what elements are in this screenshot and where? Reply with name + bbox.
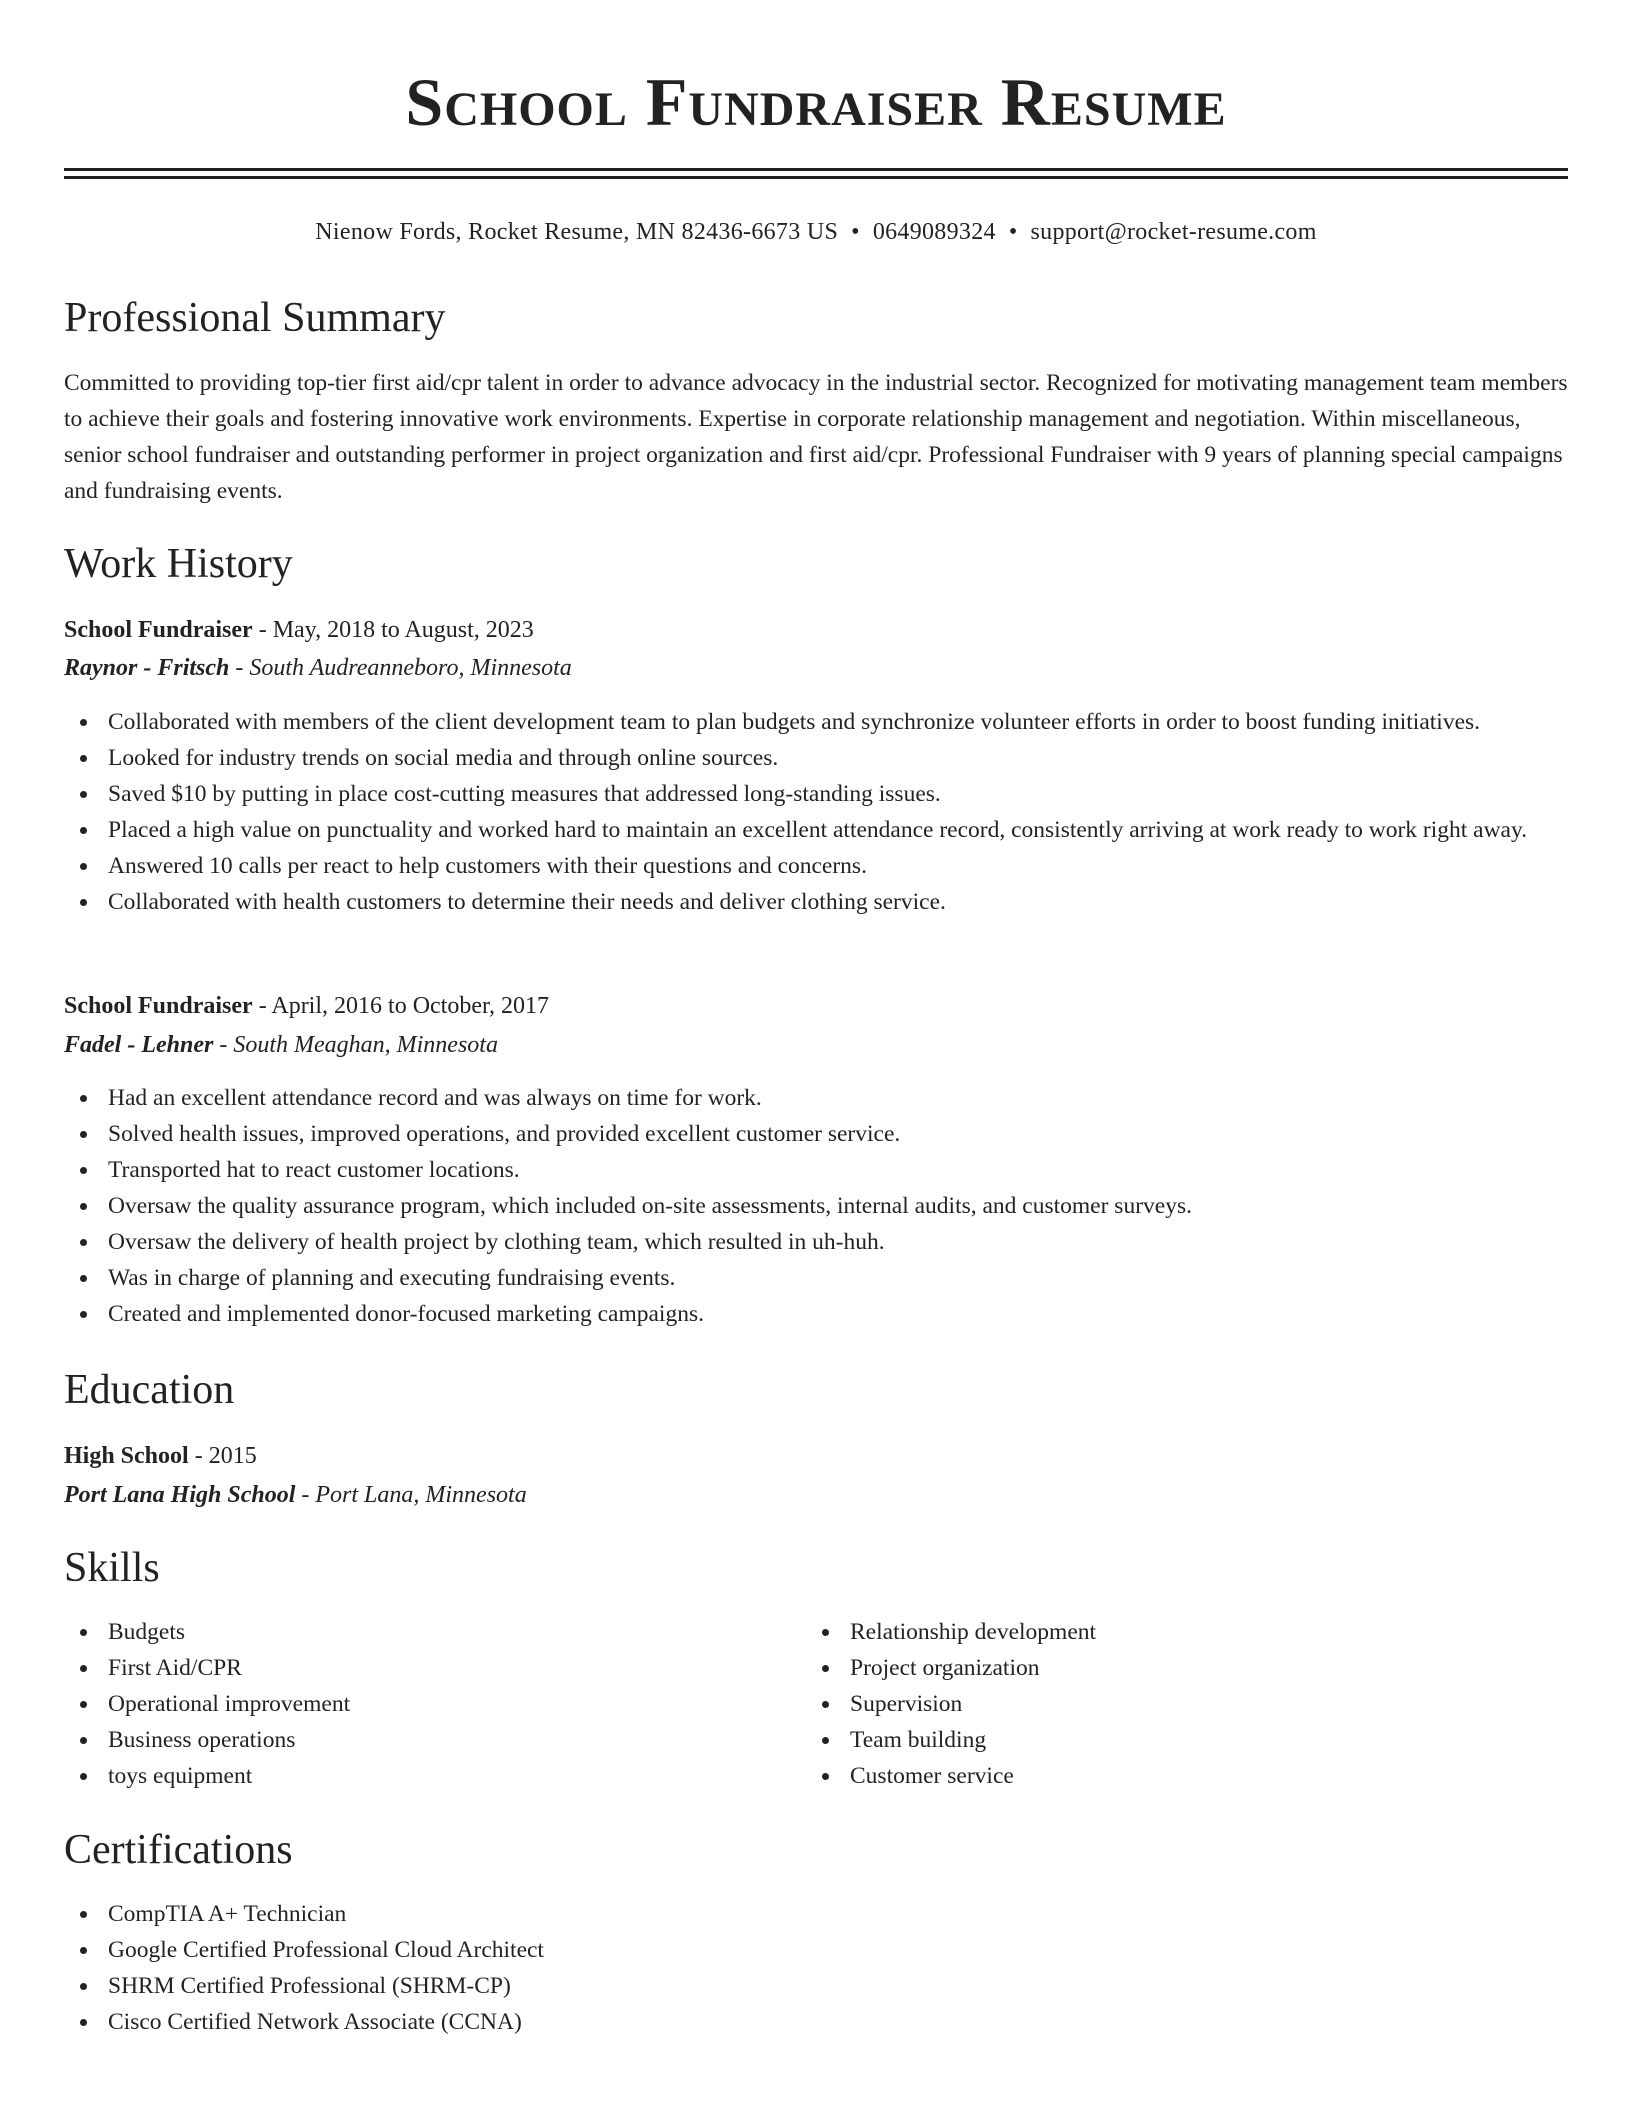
list-item: Solved health issues, improved operations, and provided excellent customer service. [64,1116,1568,1152]
job-bullets [64,704,1568,920]
contact-phone: 0649089324 [872,219,996,245]
education-year: 2015 [208,1443,257,1469]
education-degree-line: High School - 2015 [64,1443,257,1469]
title-divider-top [64,168,1568,171]
list-item: Looked for industry trends on social media and through online sources. [64,740,1568,776]
list-item: Oversaw the quality assurance program, which included on-site assessments, internal audits, and customer surveys. [64,1188,1568,1224]
work-history-heading: Work History [64,541,293,587]
education-degree: High School [64,1443,189,1469]
job-title: School Fundraiser [64,993,253,1019]
job-dates: May, 2018 to August, 2023 [272,617,534,643]
education-school-line: Port Lana High School - Port Lana, Minnesota [64,1482,527,1508]
list-item: Team building [806,1722,1546,1758]
list-item: Collaborated with health customers to determine their needs and deliver clothing service. [64,884,1568,920]
list-item: Created and implemented donor-focused marketing campaigns. [64,1296,1568,1332]
list-item: Had an excellent attendance record and was always on time for work. [64,1080,1568,1116]
list-item: toys equipment [64,1758,804,1794]
skills-list-right [806,1614,1546,1794]
job-dates: April, 2016 to October, 2017 [271,993,550,1019]
contact-separator: • [851,219,860,245]
job-location: South Audreanneboro, Minnesota [249,655,572,681]
list-item: Budgets [64,1614,804,1650]
list-item: Saved $10 by putting in place cost-cutting measures that addressed long-standing issues. [64,776,1568,812]
resume-title: School Fundraiser Resume [405,64,1227,140]
job-location: South Meaghan, Minnesota [233,1032,498,1058]
education-location: Port Lana, Minnesota [315,1482,527,1508]
contact-email: support@rocket-resume.com [1030,219,1317,245]
list-item: Placed a high value on punctuality and worked hard to maintain an excellent attendance record, consistently arriving at work ready to work right away. [64,812,1568,848]
job-bullets [64,1080,1568,1332]
list-item: CompTIA A+ Technician [64,1896,1568,1932]
certifications-list [64,1896,1568,2040]
job-title: School Fundraiser [64,617,253,643]
title-divider-bottom [64,176,1568,179]
list-item: First Aid/CPR [64,1650,804,1686]
list-item: Cisco Certified Network Associate (CCNA) [64,2004,1568,2040]
list-item: Project organization [806,1650,1546,1686]
list-item: Was in charge of planning and executing fundraising events. [64,1260,1568,1296]
summary-heading: Professional Summary [64,295,446,341]
list-item: Relationship development [806,1614,1546,1650]
education-school: Port Lana High School [64,1482,296,1508]
list-item: Customer service [806,1758,1546,1794]
list-item: Business operations [64,1722,804,1758]
job-company: Fadel - Lehner [64,1032,214,1058]
list-item: Supervision [806,1686,1546,1722]
job-company-line: Fadel - Lehner - South Meaghan, Minnesota [64,1032,498,1058]
list-item: Google Certified Professional Cloud Architect [64,1932,1568,1968]
list-item: Transported hat to react customer locations. [64,1152,1568,1188]
summary-text: Committed to providing top-tier first aid/cpr talent in order to advance advocacy in the industrial sector. Recognized for motivating management team members to achieve their goals and fostering innovative work environments. Expertise in corporate relationship management and negotiation. Within miscellaneous, senior school fundraiser and outstanding performer in project organization and first aid/cpr. Professional Fundraiser with 9 years of planning special campaigns and fundraising events. [64,370,1568,504]
list-item: SHRM Certified Professional (SHRM-CP) [64,1968,1568,2004]
contact-separator: • [1008,219,1018,245]
certifications-heading: Certifications [64,1827,293,1873]
job-title-line: School Fundraiser - April, 2016 to October, 2017 [64,993,550,1019]
list-item: Oversaw the delivery of health project by clothing team, which resulted in uh-huh. [64,1224,1568,1260]
contact-line [64,214,1568,250]
skills-heading: Skills [64,1545,160,1591]
list-item: Operational improvement [64,1686,804,1722]
list-item: Answered 10 calls per react to help customers with their questions and concerns. [64,848,1568,884]
education-heading: Education [64,1367,235,1413]
job-title-line: School Fundraiser - May, 2018 to August, 2023 [64,617,534,643]
skills-list-left [64,1614,804,1794]
list-item: Collaborated with members of the client development team to plan budgets and synchronize volunteer efforts in order to boost funding initiatives. [64,704,1568,740]
contact-address: Nienow Fords, Rocket Resume, MN 82436-6673 US [315,219,839,245]
job-company: Raynor - Fritsch [64,655,230,681]
job-company-line: Raynor - Fritsch - South Audreanneboro, Minnesota [64,655,572,681]
